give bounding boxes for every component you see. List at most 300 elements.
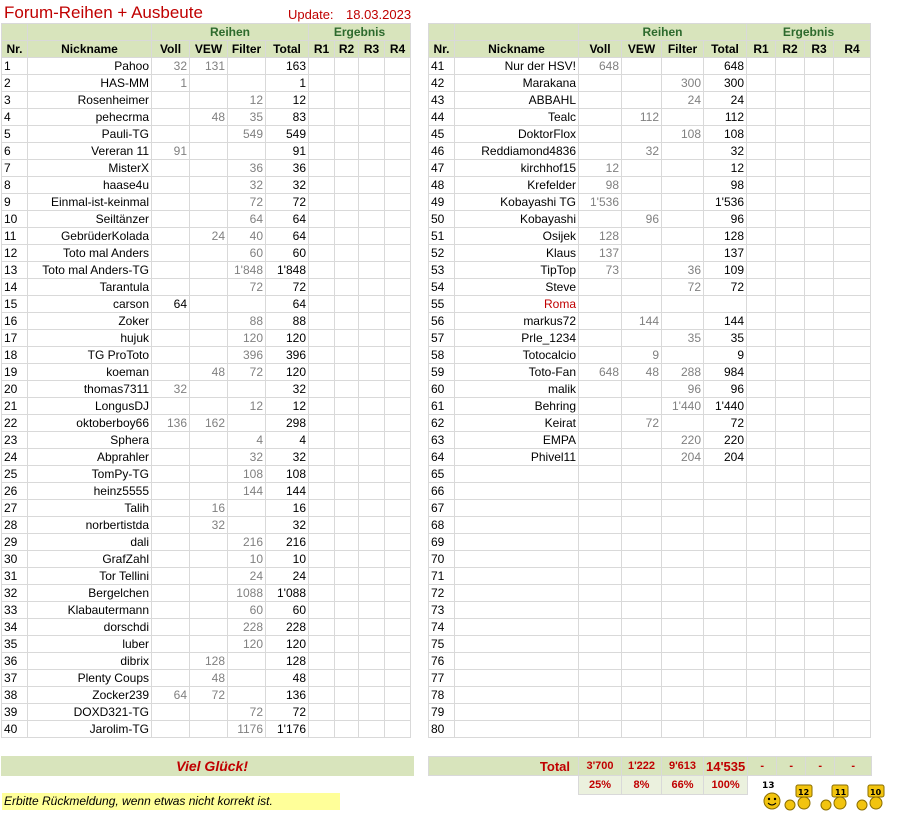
row-nickname: DoktorFlox bbox=[455, 126, 579, 143]
row-r2 bbox=[335, 347, 359, 364]
table-row bbox=[2, 466, 411, 483]
header-r3: R3 bbox=[359, 41, 385, 58]
row-r4 bbox=[834, 398, 871, 415]
row-voll bbox=[152, 160, 190, 177]
row-number: 55 bbox=[429, 296, 455, 313]
row-r4 bbox=[834, 653, 871, 670]
row-r2 bbox=[776, 483, 805, 500]
row-r2 bbox=[335, 704, 359, 721]
row-r2 bbox=[776, 58, 805, 75]
row-filter: 32 bbox=[228, 449, 266, 466]
row-total bbox=[704, 721, 747, 738]
row-vew bbox=[622, 398, 662, 415]
row-r2 bbox=[776, 500, 805, 517]
row-filter bbox=[662, 619, 704, 636]
row-r4 bbox=[385, 364, 411, 381]
row-number: 76 bbox=[429, 653, 455, 670]
row-vew bbox=[190, 126, 228, 143]
row-filter bbox=[662, 602, 704, 619]
row-r4 bbox=[385, 687, 411, 704]
row-filter: 12 bbox=[228, 398, 266, 415]
row-r2 bbox=[776, 211, 805, 228]
row-r2 bbox=[335, 296, 359, 313]
row-r2 bbox=[335, 313, 359, 330]
row-r2 bbox=[335, 483, 359, 500]
row-r3 bbox=[359, 721, 385, 738]
row-r3 bbox=[805, 449, 834, 466]
row-r4 bbox=[385, 704, 411, 721]
table-row bbox=[2, 551, 411, 568]
row-nickname bbox=[455, 466, 579, 483]
row-voll bbox=[579, 126, 622, 143]
totals-label: Total bbox=[429, 757, 579, 776]
row-number: 52 bbox=[429, 245, 455, 262]
row-r3 bbox=[359, 687, 385, 704]
header-blank bbox=[28, 24, 152, 41]
row-nickname: Toto mal Anders bbox=[28, 245, 152, 262]
row-r2 bbox=[776, 143, 805, 160]
row-r4 bbox=[834, 704, 871, 721]
row-voll bbox=[152, 279, 190, 296]
row-r1 bbox=[747, 160, 776, 177]
row-filter bbox=[662, 143, 704, 160]
row-number: 64 bbox=[429, 449, 455, 466]
row-r1 bbox=[309, 704, 335, 721]
row-total: 648 bbox=[704, 58, 747, 75]
row-number: 15 bbox=[2, 296, 28, 313]
row-voll bbox=[152, 449, 190, 466]
row-r2 bbox=[335, 653, 359, 670]
row-r1 bbox=[309, 466, 335, 483]
row-voll bbox=[152, 330, 190, 347]
row-vew bbox=[622, 602, 662, 619]
row-filter: 60 bbox=[228, 602, 266, 619]
row-r4 bbox=[385, 449, 411, 466]
row-r3 bbox=[359, 432, 385, 449]
table-row bbox=[2, 721, 411, 738]
row-vew: 32 bbox=[190, 517, 228, 534]
row-r1 bbox=[309, 330, 335, 347]
row-r1 bbox=[747, 364, 776, 381]
row-r4 bbox=[834, 211, 871, 228]
row-total: 112 bbox=[704, 109, 747, 126]
row-filter: 72 bbox=[662, 279, 704, 296]
row-r2 bbox=[776, 160, 805, 177]
table-row bbox=[2, 585, 411, 602]
row-nickname bbox=[455, 636, 579, 653]
row-r4 bbox=[385, 330, 411, 347]
row-r1 bbox=[309, 347, 335, 364]
counter-13: 13 bbox=[762, 781, 775, 791]
table-row bbox=[2, 109, 411, 126]
row-r1 bbox=[747, 415, 776, 432]
row-nickname: Phivel11 bbox=[455, 449, 579, 466]
row-r1 bbox=[309, 568, 335, 585]
row-number: 53 bbox=[429, 262, 455, 279]
row-r4 bbox=[834, 602, 871, 619]
table-row bbox=[429, 381, 871, 398]
counter-10: 10 bbox=[870, 788, 882, 797]
trophy-10-icon bbox=[857, 785, 884, 810]
row-number: 58 bbox=[429, 347, 455, 364]
row-filter: 72 bbox=[228, 279, 266, 296]
table-row bbox=[429, 500, 871, 517]
row-r2 bbox=[776, 653, 805, 670]
row-r4 bbox=[385, 398, 411, 415]
row-filter bbox=[662, 211, 704, 228]
row-nickname bbox=[455, 721, 579, 738]
table-row bbox=[2, 92, 411, 109]
row-voll bbox=[152, 585, 190, 602]
row-nickname: Vereran 11 bbox=[28, 143, 152, 160]
row-nickname: Tealc bbox=[455, 109, 579, 126]
table-row bbox=[429, 568, 871, 585]
row-vew bbox=[622, 330, 662, 347]
row-number: 62 bbox=[429, 415, 455, 432]
row-r3 bbox=[359, 313, 385, 330]
row-number: 32 bbox=[2, 585, 28, 602]
row-r1 bbox=[747, 551, 776, 568]
row-filter bbox=[662, 347, 704, 364]
table-row bbox=[429, 296, 871, 313]
row-number: 16 bbox=[2, 313, 28, 330]
row-nickname: haase4u bbox=[28, 177, 152, 194]
row-filter: 72 bbox=[228, 194, 266, 211]
row-nickname: Toto mal Anders-TG bbox=[28, 262, 152, 279]
row-number: 39 bbox=[2, 704, 28, 721]
row-voll: 32 bbox=[152, 58, 190, 75]
row-voll: 1 bbox=[152, 75, 190, 92]
row-nickname bbox=[455, 670, 579, 687]
row-r3 bbox=[805, 296, 834, 313]
row-r4 bbox=[834, 75, 871, 92]
row-r1 bbox=[309, 58, 335, 75]
row-r4 bbox=[834, 534, 871, 551]
row-nickname bbox=[455, 551, 579, 568]
row-filter: 96 bbox=[662, 381, 704, 398]
row-r1 bbox=[747, 126, 776, 143]
row-vew bbox=[190, 636, 228, 653]
row-vew bbox=[622, 704, 662, 721]
row-vew bbox=[622, 636, 662, 653]
row-voll bbox=[152, 177, 190, 194]
row-r2 bbox=[776, 670, 805, 687]
header-group-reihen: Reihen bbox=[152, 24, 309, 41]
row-vew bbox=[190, 704, 228, 721]
row-r3 bbox=[805, 92, 834, 109]
row-nickname: Behring bbox=[455, 398, 579, 415]
row-nickname: GebrüderKolada bbox=[28, 228, 152, 245]
row-r1 bbox=[309, 636, 335, 653]
row-number: 12 bbox=[2, 245, 28, 262]
row-number: 19 bbox=[2, 364, 28, 381]
header-r1: R1 bbox=[309, 41, 335, 58]
row-vew bbox=[190, 619, 228, 636]
totals-r1: - bbox=[748, 757, 777, 776]
row-vew bbox=[622, 483, 662, 500]
row-vew bbox=[190, 585, 228, 602]
header-total: Total bbox=[704, 41, 747, 58]
row-filter: 549 bbox=[228, 126, 266, 143]
row-r2 bbox=[776, 721, 805, 738]
luck-message bbox=[1, 756, 414, 776]
header-r2: R2 bbox=[776, 41, 805, 58]
row-number: 65 bbox=[429, 466, 455, 483]
row-filter bbox=[662, 483, 704, 500]
row-r1 bbox=[747, 92, 776, 109]
header-r3: R3 bbox=[805, 41, 834, 58]
totals-vew: 1'222 bbox=[622, 757, 662, 776]
row-r1 bbox=[309, 143, 335, 160]
row-vew bbox=[190, 721, 228, 738]
table-row bbox=[429, 415, 871, 432]
row-r1 bbox=[747, 466, 776, 483]
row-voll bbox=[579, 92, 622, 109]
table-row bbox=[429, 211, 871, 228]
row-vew bbox=[622, 534, 662, 551]
table-row bbox=[429, 177, 871, 194]
row-r2 bbox=[776, 364, 805, 381]
row-nickname bbox=[455, 619, 579, 636]
row-total: 32 bbox=[704, 143, 747, 160]
row-nickname bbox=[455, 568, 579, 585]
row-r2 bbox=[776, 704, 805, 721]
row-total: 120 bbox=[266, 364, 309, 381]
row-r1 bbox=[747, 245, 776, 262]
row-total: 4 bbox=[266, 432, 309, 449]
table-row bbox=[429, 551, 871, 568]
row-number: 26 bbox=[2, 483, 28, 500]
table-row bbox=[2, 347, 411, 364]
totals-r4: - bbox=[835, 757, 872, 776]
table-row bbox=[429, 704, 871, 721]
row-nickname: Einmal-ist-keinmal bbox=[28, 194, 152, 211]
row-r1 bbox=[747, 347, 776, 364]
table-row bbox=[2, 398, 411, 415]
row-r4 bbox=[385, 653, 411, 670]
row-nickname bbox=[455, 534, 579, 551]
row-filter: 216 bbox=[228, 534, 266, 551]
row-r3 bbox=[805, 262, 834, 279]
table-row bbox=[2, 432, 411, 449]
row-r1 bbox=[747, 653, 776, 670]
row-r3 bbox=[805, 500, 834, 517]
row-r1 bbox=[747, 619, 776, 636]
row-r2 bbox=[335, 687, 359, 704]
row-r2 bbox=[335, 58, 359, 75]
row-r1 bbox=[309, 517, 335, 534]
row-vew: 48 bbox=[190, 670, 228, 687]
row-r1 bbox=[747, 636, 776, 653]
row-number: 2 bbox=[2, 75, 28, 92]
row-nickname: dibrix bbox=[28, 653, 152, 670]
row-voll bbox=[579, 568, 622, 585]
row-total: 32 bbox=[266, 449, 309, 466]
row-r3 bbox=[805, 415, 834, 432]
table-row bbox=[2, 653, 411, 670]
row-r1 bbox=[747, 483, 776, 500]
table-row bbox=[429, 347, 871, 364]
row-r2 bbox=[335, 160, 359, 177]
row-voll bbox=[579, 653, 622, 670]
smiley-13-icon bbox=[762, 781, 780, 809]
row-r2 bbox=[776, 177, 805, 194]
row-number: 78 bbox=[429, 687, 455, 704]
row-total: 228 bbox=[266, 619, 309, 636]
row-r1 bbox=[309, 279, 335, 296]
row-r2 bbox=[335, 143, 359, 160]
row-r4 bbox=[385, 551, 411, 568]
row-total: 12 bbox=[266, 92, 309, 109]
row-number: 66 bbox=[429, 483, 455, 500]
row-nickname: Osijek bbox=[455, 228, 579, 245]
row-total: 204 bbox=[704, 449, 747, 466]
row-vew bbox=[190, 262, 228, 279]
row-r1 bbox=[309, 619, 335, 636]
row-r2 bbox=[776, 109, 805, 126]
row-number: 47 bbox=[429, 160, 455, 177]
row-nickname: EMPA bbox=[455, 432, 579, 449]
row-voll bbox=[579, 517, 622, 534]
row-voll bbox=[152, 551, 190, 568]
row-r4 bbox=[834, 449, 871, 466]
row-vew bbox=[190, 534, 228, 551]
row-filter bbox=[228, 500, 266, 517]
row-vew: 16 bbox=[190, 500, 228, 517]
row-r2 bbox=[335, 500, 359, 517]
row-filter bbox=[228, 296, 266, 313]
trophy-11-icon bbox=[821, 785, 848, 810]
row-r3 bbox=[805, 517, 834, 534]
row-total: 120 bbox=[266, 636, 309, 653]
row-vew bbox=[622, 500, 662, 517]
row-number: 23 bbox=[2, 432, 28, 449]
row-voll bbox=[152, 194, 190, 211]
row-r4 bbox=[385, 211, 411, 228]
row-vew bbox=[622, 58, 662, 75]
row-r4 bbox=[834, 619, 871, 636]
row-nickname: Toto-Fan bbox=[455, 364, 579, 381]
header-nr: Nr. bbox=[429, 41, 455, 58]
row-voll bbox=[579, 670, 622, 687]
table-row bbox=[2, 126, 411, 143]
row-r1 bbox=[309, 432, 335, 449]
row-r2 bbox=[335, 551, 359, 568]
row-r3 bbox=[359, 364, 385, 381]
row-nickname bbox=[455, 500, 579, 517]
row-voll bbox=[152, 466, 190, 483]
row-vew bbox=[622, 670, 662, 687]
row-r3 bbox=[805, 143, 834, 160]
row-filter: 144 bbox=[228, 483, 266, 500]
row-filter bbox=[662, 500, 704, 517]
row-r3 bbox=[359, 585, 385, 602]
row-r1 bbox=[747, 381, 776, 398]
row-total: 48 bbox=[266, 670, 309, 687]
row-voll bbox=[579, 75, 622, 92]
table-row bbox=[2, 364, 411, 381]
header-r1: R1 bbox=[747, 41, 776, 58]
row-filter bbox=[228, 75, 266, 92]
row-vew bbox=[622, 568, 662, 585]
row-voll bbox=[579, 398, 622, 415]
row-vew bbox=[190, 194, 228, 211]
row-r2 bbox=[776, 687, 805, 704]
row-number: 6 bbox=[2, 143, 28, 160]
row-vew bbox=[190, 432, 228, 449]
row-r2 bbox=[776, 75, 805, 92]
row-number: 46 bbox=[429, 143, 455, 160]
row-r1 bbox=[747, 279, 776, 296]
row-filter bbox=[228, 670, 266, 687]
row-filter bbox=[662, 517, 704, 534]
row-voll: 73 bbox=[579, 262, 622, 279]
row-vew: 48 bbox=[622, 364, 662, 381]
row-r4 bbox=[834, 364, 871, 381]
row-vew bbox=[190, 279, 228, 296]
row-r2 bbox=[776, 534, 805, 551]
row-r3 bbox=[805, 619, 834, 636]
row-nickname: thomas7311 bbox=[28, 381, 152, 398]
row-nickname: dorschdi bbox=[28, 619, 152, 636]
table-row bbox=[429, 228, 871, 245]
row-r1 bbox=[747, 687, 776, 704]
row-vew bbox=[622, 92, 662, 109]
table-row bbox=[2, 602, 411, 619]
totals-r3: - bbox=[806, 757, 835, 776]
row-nickname: heinz5555 bbox=[28, 483, 152, 500]
row-vew bbox=[622, 432, 662, 449]
row-nickname: Kobayashi bbox=[455, 211, 579, 228]
header-blank bbox=[2, 24, 28, 41]
row-total: 1'848 bbox=[266, 262, 309, 279]
row-nickname: markus72 bbox=[455, 313, 579, 330]
row-voll bbox=[579, 313, 622, 330]
row-nickname: Kobayashi TG bbox=[455, 194, 579, 211]
row-nickname: pehecrma bbox=[28, 109, 152, 126]
row-filter: 300 bbox=[662, 75, 704, 92]
row-nickname: Nur der HSV! bbox=[455, 58, 579, 75]
row-total: 91 bbox=[266, 143, 309, 160]
row-vew bbox=[622, 177, 662, 194]
row-r1 bbox=[747, 211, 776, 228]
row-vew bbox=[622, 517, 662, 534]
row-r1 bbox=[747, 517, 776, 534]
row-r1 bbox=[309, 500, 335, 517]
header-nickname: Nickname bbox=[28, 41, 152, 58]
row-filter bbox=[662, 160, 704, 177]
row-voll bbox=[579, 585, 622, 602]
row-filter: 204 bbox=[662, 449, 704, 466]
table-row bbox=[429, 483, 871, 500]
row-total bbox=[704, 517, 747, 534]
row-nickname bbox=[455, 687, 579, 704]
row-number: 54 bbox=[429, 279, 455, 296]
row-number: 7 bbox=[2, 160, 28, 177]
row-nickname: Tor Tellini bbox=[28, 568, 152, 585]
row-number: 8 bbox=[2, 177, 28, 194]
row-r4 bbox=[834, 313, 871, 330]
row-total bbox=[704, 534, 747, 551]
row-total: 83 bbox=[266, 109, 309, 126]
row-r3 bbox=[805, 483, 834, 500]
row-total bbox=[704, 619, 747, 636]
row-nickname: Klabautermann bbox=[28, 602, 152, 619]
row-vew bbox=[190, 92, 228, 109]
header-group-ergebnis: Ergebnis bbox=[747, 24, 871, 41]
row-r2 bbox=[776, 126, 805, 143]
row-nickname bbox=[455, 602, 579, 619]
